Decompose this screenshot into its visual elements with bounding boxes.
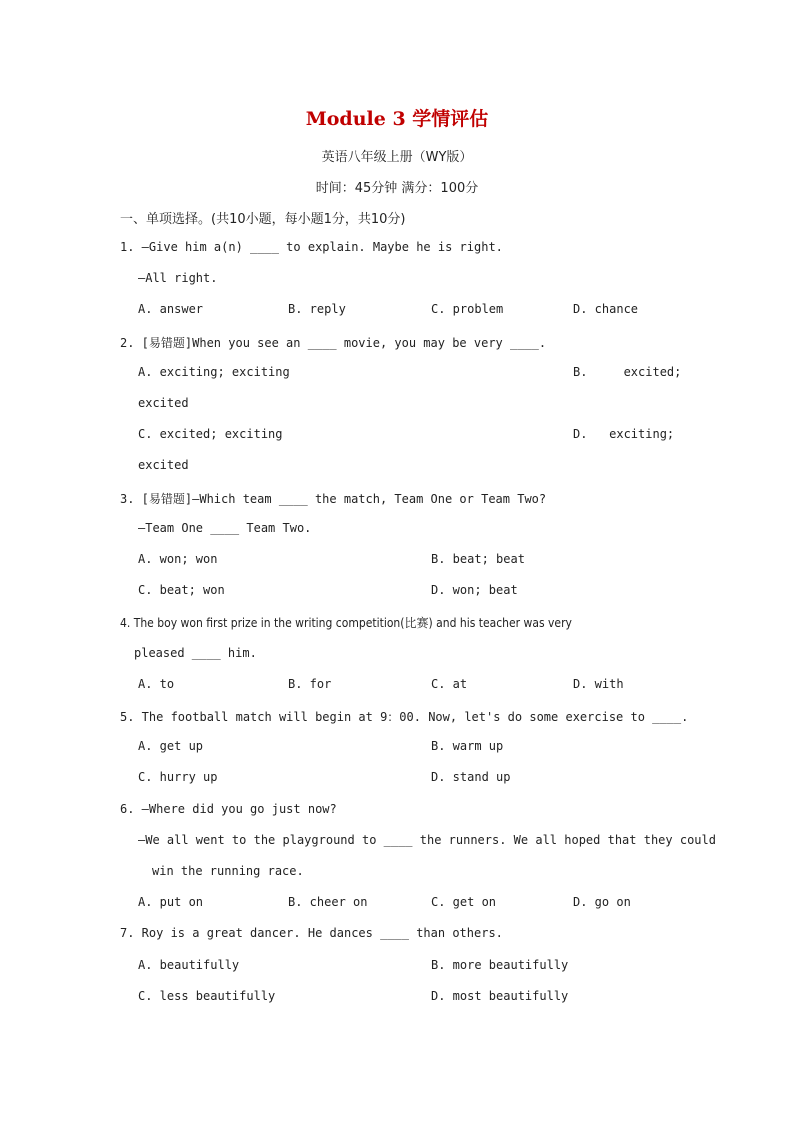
- question-3-option-d[interactable]: D. won; beat: [431, 583, 518, 597]
- question-7-option-d[interactable]: D. most beautifully: [431, 989, 569, 1003]
- question-7-option-c[interactable]: C. less beautifully: [138, 989, 276, 1003]
- question-3-option-b[interactable]: B. beat; beat: [431, 552, 525, 566]
- question-3-text: 3. [易错题]—Which team ____ the match, Team One or Team Two?: [120, 492, 547, 506]
- question-2-option-a[interactable]: A. exciting; exciting: [138, 365, 290, 379]
- question-7-option-a[interactable]: A. beautifully: [138, 958, 240, 972]
- exam-info: 时间：45分钟 满分：100分: [315, 181, 479, 196]
- question-5-text: 5. The football match will begin at 9：00. Now, let's do some exercise to ____.: [120, 710, 689, 724]
- question-2-option-b[interactable]: B. excited;: [573, 365, 682, 379]
- question-1-option-d[interactable]: D. chance: [573, 302, 639, 316]
- question-1-option-a[interactable]: A. answer: [138, 302, 204, 316]
- section-heading: 一、单项选择。(共10小题，每小题1分，共10分): [120, 212, 406, 227]
- question-1-option-b[interactable]: B. reply: [288, 302, 346, 316]
- question-4-option-b[interactable]: B. for: [288, 677, 332, 691]
- question-5-option-b[interactable]: B. warm up: [431, 739, 504, 753]
- question-6-text: 6. —Where did you go just now?: [120, 802, 337, 816]
- question-6-reply: —We all went to the playground to ____ the runners. We all hoped that they could: [138, 833, 716, 847]
- question-5-option-c[interactable]: C. hurry up: [138, 770, 218, 784]
- question-2-option-b-wrap: excited: [138, 396, 189, 410]
- question-3-reply: —Team One ____ Team Two.: [138, 521, 312, 535]
- question-6-reply-cont: win the running race.: [152, 864, 304, 878]
- question-2-option-d[interactable]: D. exciting;: [573, 427, 675, 441]
- question-5-option-d[interactable]: D. stand up: [431, 770, 511, 784]
- question-7-option-b[interactable]: B. more beautifully: [431, 958, 569, 972]
- question-3-option-c[interactable]: C. beat; won: [138, 583, 225, 597]
- question-4-option-d[interactable]: D. with: [573, 677, 624, 691]
- question-1-text: 1. —Give him a(n) ____ to explain. Maybe he is right.: [120, 240, 503, 254]
- question-1-reply: —All right.: [138, 271, 218, 285]
- question-2-text: 2. [易错题]When you see an ____ movie, you may be very ____.: [120, 336, 547, 350]
- page-subtitle: 英语八年级上册（WY版）: [321, 150, 473, 165]
- question-4-option-a[interactable]: A. to: [138, 677, 175, 691]
- question-4-text: 4. The boy won first prize in the writing competition(比赛) and his teacher was very: [120, 616, 572, 630]
- question-2-option-c[interactable]: C. excited; exciting: [138, 427, 283, 441]
- question-1-option-c[interactable]: C. problem: [431, 302, 504, 316]
- question-6-option-d[interactable]: D. go on: [573, 895, 631, 909]
- page-title: Module 3 学情评估: [305, 108, 489, 130]
- question-6-option-a[interactable]: A. put on: [138, 895, 204, 909]
- question-4-text-cont: pleased ____ him.: [134, 646, 257, 660]
- question-3-option-a[interactable]: A. won; won: [138, 552, 218, 566]
- question-7-text: 7. Roy is a great dancer. He dances ____ than others.: [120, 926, 503, 940]
- question-6-option-c[interactable]: C. get on: [431, 895, 497, 909]
- question-4-option-c[interactable]: C. at: [431, 677, 468, 691]
- question-6-option-b[interactable]: B. cheer on: [288, 895, 368, 909]
- question-5-option-a[interactable]: A. get up: [138, 739, 204, 753]
- question-2-option-d-wrap: excited: [138, 458, 189, 472]
